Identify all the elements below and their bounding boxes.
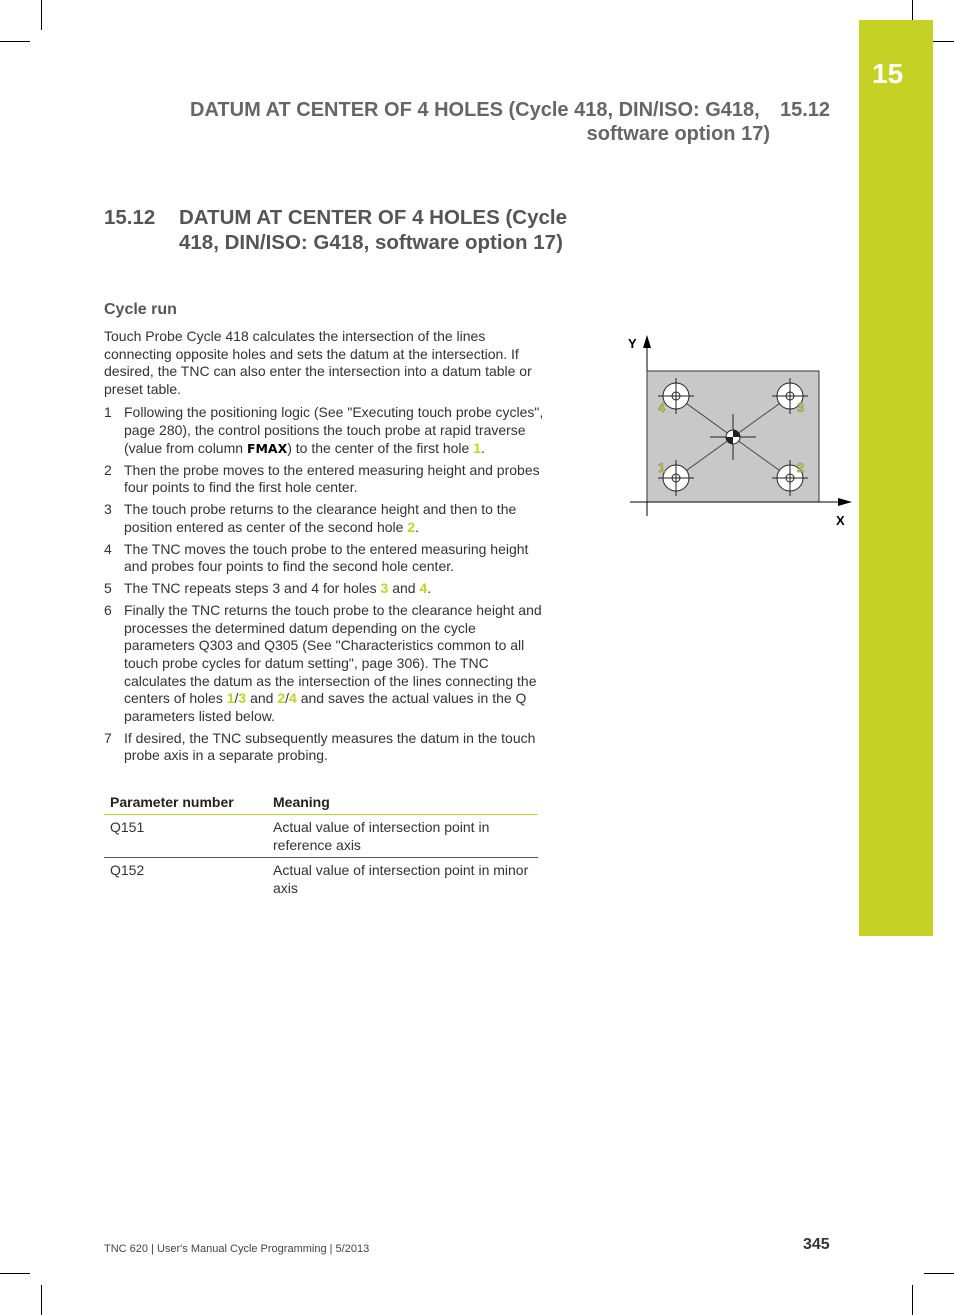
running-head-line2: software option 17) bbox=[586, 123, 770, 145]
step-number: 4 bbox=[104, 540, 112, 557]
list-item bbox=[104, 602, 544, 725]
footer-text: TNC 620 | User's Manual Cycle Programming | 5/2013 bbox=[104, 1243, 370, 1255]
section-number: 15.12 bbox=[104, 206, 156, 229]
table-cell: Q151 bbox=[104, 815, 267, 858]
y-axis-label: Y bbox=[628, 336, 637, 351]
table-row bbox=[104, 858, 538, 901]
page-number: 345 bbox=[803, 1236, 830, 1253]
step-text: . bbox=[427, 580, 432, 597]
chapter-number: 15 bbox=[872, 58, 904, 89]
hole-ref: 2 bbox=[277, 690, 286, 707]
step-text: and saves the actual values in the Q parameters listed below. bbox=[124, 690, 527, 724]
step-text: and bbox=[246, 690, 278, 707]
list-item bbox=[104, 404, 544, 457]
step-text: The touch probe returns to the clearance height and then to the position entered as center of the second hole bbox=[124, 501, 517, 535]
hole-ref: 2 bbox=[407, 518, 416, 535]
list-item bbox=[104, 730, 544, 765]
crop-mark bbox=[0, 1273, 30, 1274]
x-axis-label: X bbox=[836, 513, 845, 528]
step-text: ) to the center of the first hole bbox=[287, 439, 474, 456]
crop-mark bbox=[924, 1273, 954, 1274]
table-cell: Q152 bbox=[110, 862, 145, 879]
step-text: . bbox=[415, 518, 419, 535]
step-text: / bbox=[285, 690, 290, 707]
intro-paragraph: Touch Probe Cycle 418 calculates the intersection of the lines connecting opposite holes and sets the datum at the intersection. If desired, the TNC can also enter the intersection into a datum table or preset table. bbox=[104, 328, 532, 397]
table-cell: Actual value of intersection point in reference axis bbox=[267, 815, 538, 858]
hole-ref: 3 bbox=[238, 690, 247, 707]
crop-mark bbox=[41, 0, 42, 30]
table-header-row bbox=[104, 792, 538, 815]
section-heading: DATUM AT CENTER OF 4 HOLES (Cycle 418, DIN/ISO: G418, software option 17) bbox=[179, 206, 568, 254]
crop-mark bbox=[41, 1285, 42, 1315]
list-item bbox=[104, 580, 544, 598]
crop-mark bbox=[0, 41, 30, 42]
hole-ref: 1 bbox=[473, 439, 482, 456]
step-text: The TNC moves the touch probe to the entered measuring height and probes four points to find the second hole center. bbox=[124, 540, 529, 575]
table-cell: Actual value of intersection point in minor axis bbox=[273, 862, 529, 896]
hole-label-3: 3 bbox=[797, 400, 805, 415]
step-number: 2 bbox=[104, 461, 112, 478]
list-item bbox=[104, 462, 544, 497]
hole-ref: 4 bbox=[289, 690, 297, 707]
running-head-section-number: 15.12 bbox=[780, 99, 831, 121]
crop-mark bbox=[912, 1285, 913, 1315]
step-text: Then the probe moves to the entered measuring height and probes four points to find the first hole center. bbox=[124, 461, 540, 496]
step-number: 5 bbox=[104, 580, 112, 597]
step-number: 6 bbox=[104, 602, 112, 619]
body-text bbox=[104, 328, 544, 769]
step-number: 7 bbox=[104, 729, 112, 746]
hole-label-4: 4 bbox=[658, 400, 666, 415]
list-item bbox=[104, 501, 544, 536]
fmax-label: FMAX bbox=[246, 440, 288, 456]
hole-ref: 1 bbox=[226, 690, 235, 707]
step-text: The TNC repeats steps 3 and 4 for holes bbox=[124, 580, 381, 597]
hole-label-1: 1 bbox=[658, 460, 666, 475]
running-head bbox=[190, 98, 770, 146]
hole-ref: 4 bbox=[419, 580, 428, 597]
step-number: 3 bbox=[104, 501, 112, 518]
running-head-line1: DATUM AT CENTER OF 4 HOLES (Cycle 418, DIN/ISO: G418, bbox=[190, 99, 760, 121]
hole-label-2: 2 bbox=[797, 460, 805, 475]
step-text: / bbox=[234, 690, 239, 707]
steps-list bbox=[104, 404, 544, 765]
parameter-table bbox=[104, 792, 538, 900]
section-title bbox=[104, 206, 574, 255]
list-item bbox=[104, 541, 544, 576]
step-text: Following the positioning logic (See "Executing touch probe cycles", page 280), the control positions the touch probe at rapid traverse (value from column bbox=[124, 404, 544, 456]
chapter-tab bbox=[859, 20, 933, 936]
step-text: . bbox=[481, 439, 485, 456]
table-row bbox=[104, 815, 538, 858]
column-header: Meaning bbox=[267, 792, 538, 815]
subhead-cycle-run: Cycle run bbox=[104, 301, 177, 318]
step-text: If desired, the TNC subsequently measures the datum in the touch probe axis in a separate probing. bbox=[124, 729, 536, 764]
four-holes-diagram bbox=[620, 330, 860, 530]
step-text: and bbox=[388, 580, 420, 597]
crop-mark bbox=[912, 0, 913, 20]
column-header: Parameter number bbox=[104, 792, 267, 815]
step-number: 1 bbox=[104, 404, 112, 421]
step-text: Finally the TNC returns the touch probe to the clearance height and processes the determined datum depending on the cycle parameters Q303 and Q305 (See "Characteristics common to all touch probe cycles for datum setting", page 306). The TNC calculates the datum as the intersection of the lines connecting the centers of holes bbox=[124, 602, 542, 707]
hole-ref: 3 bbox=[380, 580, 389, 597]
